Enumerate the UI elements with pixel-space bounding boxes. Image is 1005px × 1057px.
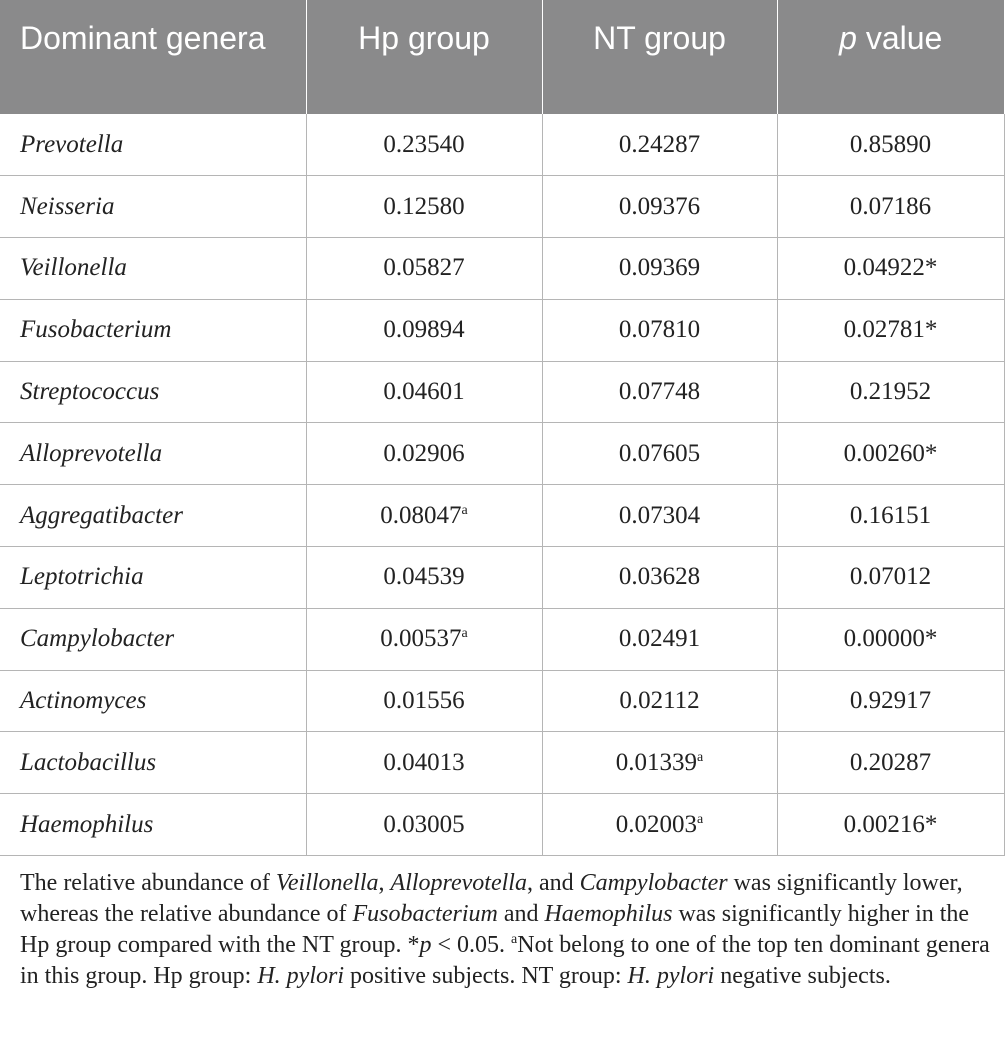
nt-value: 0.03628 xyxy=(618,563,701,591)
nt-value: 0.09376 xyxy=(618,192,701,220)
table-body xyxy=(0,114,1004,856)
genus-cell: Fusobacterium xyxy=(0,299,306,361)
header-p-label: value xyxy=(856,20,943,56)
table-row xyxy=(0,794,1004,856)
footnote-text: , and xyxy=(526,870,580,896)
p-value-cell: 0.04922* xyxy=(777,238,1004,300)
nt-value: 0.07748 xyxy=(618,378,701,406)
nt-value: 0.09369 xyxy=(618,254,701,282)
p-value-cell: 0.16151 xyxy=(777,485,1004,547)
hp-value: 0.08047 xyxy=(380,501,462,529)
footnote-text: was significantly higher in the Hp group compared with the NT group. * xyxy=(20,901,970,958)
header-p-symbol: p xyxy=(839,20,857,56)
p-value-cell: 0.21952 xyxy=(777,361,1004,423)
table-row xyxy=(0,485,1004,547)
hp-value: 0.23540 xyxy=(383,130,465,158)
hp-value: 0.05827 xyxy=(383,254,465,282)
hp-group-cell xyxy=(306,608,542,670)
hp-group-cell xyxy=(306,361,542,423)
genus-cell: Alloprevotella xyxy=(0,423,306,485)
hp-value: 0.12580 xyxy=(383,192,465,220)
hp-group-cell xyxy=(306,794,542,856)
hp-group-cell xyxy=(306,485,542,547)
footnote-mark: a xyxy=(697,811,704,827)
nt-value: 0.02003 xyxy=(615,810,698,838)
nt-value: 0.02112 xyxy=(619,687,700,715)
table-row xyxy=(0,670,1004,732)
hp-value: 0.04013 xyxy=(383,748,465,776)
genus-cell: Streptococcus xyxy=(0,361,306,423)
footnote-genus: Veillonella xyxy=(275,870,379,896)
nt-value: 0.01339 xyxy=(615,748,698,776)
hp-group-cell xyxy=(306,732,542,794)
nt-group-cell xyxy=(542,547,777,609)
footnote-genus: Haemophilus xyxy=(544,901,673,927)
hp-value: 0.04601 xyxy=(383,378,465,406)
p-value-cell: 0.20287 xyxy=(777,732,1004,794)
genus-cell: Aggregatibacter xyxy=(0,485,306,547)
table-row xyxy=(0,608,1004,670)
nt-value: 0.07810 xyxy=(618,316,701,344)
footnote-mark: a xyxy=(461,502,468,518)
footnote-mark-a: a xyxy=(511,932,518,947)
genus-cell: Veillonella xyxy=(0,238,306,300)
hp-group-cell xyxy=(306,670,542,732)
hp-value: 0.03005 xyxy=(383,810,465,838)
footnote-text: positive subjects. NT group: xyxy=(344,963,628,989)
table-row xyxy=(0,732,1004,794)
footnote-text: was significantly lower, whereas the relative abundance of xyxy=(20,870,963,927)
hp-value: 0.04539 xyxy=(383,563,465,591)
footnote-p-symbol: p xyxy=(419,932,432,958)
nt-group-cell xyxy=(542,238,777,300)
p-value-cell: 0.02781* xyxy=(777,299,1004,361)
table-footnote xyxy=(20,868,1004,992)
nt-group-cell xyxy=(542,732,777,794)
footnote-genus: Alloprevotella xyxy=(390,870,527,896)
hp-value: 0.09894 xyxy=(383,316,465,344)
footnote-text: , xyxy=(378,870,391,896)
nt-group-cell xyxy=(542,361,777,423)
p-value-cell: 0.07012 xyxy=(777,547,1004,609)
footnote-mark: a xyxy=(697,749,704,765)
header-hp-group: Hp group xyxy=(306,0,542,114)
nt-group-cell xyxy=(542,423,777,485)
nt-group-cell xyxy=(542,299,777,361)
header-nt-group: NT group xyxy=(542,0,777,114)
nt-value: 0.07605 xyxy=(618,439,701,467)
p-value-cell: 0.07186 xyxy=(777,176,1004,238)
nt-group-cell xyxy=(542,670,777,732)
genus-cell: Actinomyces xyxy=(0,670,306,732)
table-header xyxy=(0,0,1004,114)
table-row xyxy=(0,238,1004,300)
genus-cell: Leptotrichia xyxy=(0,547,306,609)
p-value-cell: 0.00216* xyxy=(777,794,1004,856)
nt-group-cell xyxy=(542,608,777,670)
genus-cell: Prevotella xyxy=(0,114,306,176)
nt-group-cell xyxy=(542,485,777,547)
header-dominant-genera: Dominant genera xyxy=(0,0,306,114)
p-value-cell: 0.92917 xyxy=(777,670,1004,732)
hp-group-cell xyxy=(306,299,542,361)
footnote-genus: Campylobacter xyxy=(579,870,728,896)
footnote-species: H. pylori xyxy=(627,963,715,989)
table-row xyxy=(0,299,1004,361)
footnote-species: H. pylori xyxy=(257,963,344,989)
footnote-text: < 0.05. xyxy=(431,932,512,958)
footnote-mark: a xyxy=(461,626,468,642)
footnote-text: The relative abundance of xyxy=(20,870,276,896)
genus-cell: Haemophilus xyxy=(0,794,306,856)
nt-value: 0.02491 xyxy=(618,625,701,653)
genus-cell: Lactobacillus xyxy=(0,732,306,794)
nt-value: 0.07304 xyxy=(618,501,701,529)
nt-group-cell xyxy=(542,176,777,238)
hp-group-cell xyxy=(306,423,542,485)
footnote-text: and xyxy=(497,901,545,927)
nt-value: 0.24287 xyxy=(618,130,701,158)
header-p-value xyxy=(777,0,1004,114)
table-row xyxy=(0,114,1004,176)
footnote-text: negative subjects. xyxy=(714,963,891,989)
footnote-genus: Fusobacterium xyxy=(352,901,498,927)
hp-group-cell xyxy=(306,547,542,609)
hp-group-cell xyxy=(306,176,542,238)
table-row xyxy=(0,361,1004,423)
hp-group-cell xyxy=(306,114,542,176)
table-row xyxy=(0,423,1004,485)
table-row xyxy=(0,176,1004,238)
header-row xyxy=(0,0,1004,114)
footnote-text: Not belong to one of the top ten dominant genera in this group. Hp group: xyxy=(20,932,990,989)
p-value-cell: 0.00260* xyxy=(777,423,1004,485)
genus-cell: Neisseria xyxy=(0,176,306,238)
hp-value: 0.02906 xyxy=(383,439,465,467)
hp-group-cell xyxy=(306,238,542,300)
p-value-cell: 0.00000* xyxy=(777,608,1004,670)
genus-cell: Campylobacter xyxy=(0,608,306,670)
table-row xyxy=(0,547,1004,609)
p-value-cell: 0.85890 xyxy=(777,114,1004,176)
nt-group-cell xyxy=(542,114,777,176)
hp-value: 0.00537 xyxy=(380,625,462,653)
nt-group-cell xyxy=(542,794,777,856)
hp-value: 0.01556 xyxy=(383,687,465,715)
